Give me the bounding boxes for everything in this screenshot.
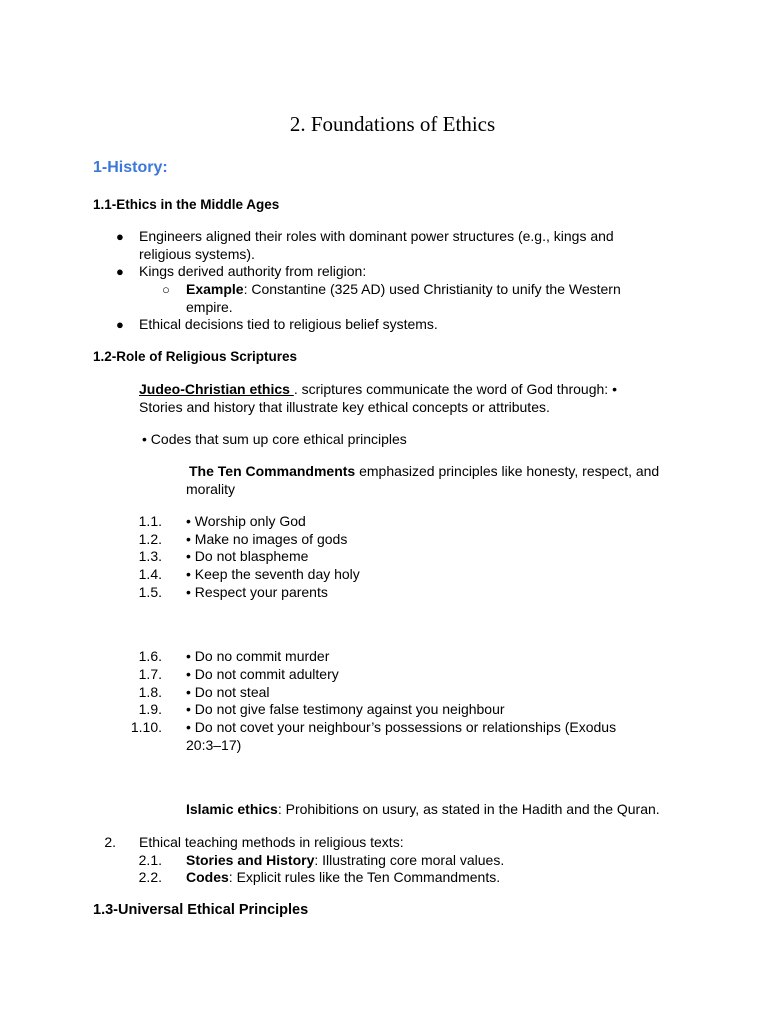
list-item: • Worship only God <box>186 513 306 529</box>
judeo-christian-label: Judeo-Christian ethics <box>139 381 294 397</box>
list-number: 1.2. <box>138 531 162 547</box>
bullet-dot: ● <box>116 264 124 279</box>
sub-bullet-circle: ○ <box>162 282 170 297</box>
islamic-ethics-text: : Prohibitions on usury, as stated in the Hadith and the Quran. <box>277 801 660 817</box>
item-text: : Illustrating core moral values. <box>314 852 505 868</box>
subheading-universal-principles: 1.3-Universal Ethical Principles <box>93 902 309 918</box>
list-item <box>186 852 504 870</box>
list-item: • Do not give false testimony against you neighbour <box>186 701 505 717</box>
list-number: 1.6. <box>138 648 162 664</box>
list-number: 1.7. <box>138 666 162 682</box>
example-text-cont: empire. <box>186 299 233 315</box>
page-title: 2. Foundations of Ethics <box>289 112 496 136</box>
bullet-text: religious systems). <box>139 246 255 262</box>
ten-commandments-text-cont: morality <box>186 481 236 497</box>
list-item: • Do not commit adultery <box>186 666 339 682</box>
list-number: 1.3. <box>138 548 162 564</box>
judeo-christian-text: . scriptures communicate the word of God through: • <box>293 381 617 397</box>
subheading-middle-ages: 1.1-Ethics in the Middle Ages <box>93 197 280 212</box>
item-label: Stories and History <box>186 852 315 868</box>
list-item <box>186 869 500 887</box>
bullet-text: Ethical decisions tied to religious belief systems. <box>139 316 438 332</box>
list-item: Ethical teaching methods in religious texts: <box>139 834 404 850</box>
bullet-dot: ● <box>116 229 124 244</box>
example-line <box>186 281 621 299</box>
list-number: 1.1. <box>138 513 162 529</box>
islamic-ethics-label: Islamic ethics <box>186 801 278 817</box>
ten-commandments-label: The Ten Commandments <box>189 463 356 479</box>
list-item: • Do no commit murder <box>186 648 330 664</box>
list-item: • Do not covet your neighbour’s possessions or relationships (Exodus <box>186 719 617 735</box>
bullet-text: Kings derived authority from religion: <box>139 263 367 279</box>
list-item: • Do not steal <box>186 684 270 700</box>
codes-line: • Codes that sum up core ethical principles <box>142 431 407 447</box>
list-item: • Respect your parents <box>186 584 328 600</box>
item-label: Codes <box>186 869 229 885</box>
list-item-cont: 20:3–17) <box>186 737 242 753</box>
subheading-religious-scriptures: 1.2-Role of Religious Scriptures <box>93 349 298 364</box>
list-number: 1.10. <box>130 719 162 735</box>
bullet-text: Engineers aligned their roles with dominant power structures (e.g., kings and <box>139 228 614 244</box>
judeo-christian-text-cont: Stories and history that illustrate key ethical concepts or attributes. <box>139 399 550 415</box>
judeo-christian-line <box>139 381 617 399</box>
islamic-ethics-line <box>186 801 660 819</box>
list-number: 2.1. <box>138 852 162 868</box>
example-label: Example <box>186 281 244 297</box>
section-heading-history: 1-History: <box>93 159 168 176</box>
list-number: 1.8. <box>138 684 162 700</box>
item-text: : Explicit rules like the Ten Commandments. <box>228 869 501 885</box>
list-number: 1.9. <box>138 701 162 717</box>
list-number: 1.4. <box>138 566 162 582</box>
list-number: 1.5. <box>138 584 162 600</box>
example-text: : Constantine (325 AD) used Christianity to unify the Western <box>243 281 621 297</box>
list-number: 2.2. <box>138 869 162 885</box>
list-item: • Do not blaspheme <box>186 548 309 564</box>
bullet-dot: ● <box>116 317 124 332</box>
list-number: 2. <box>104 834 116 850</box>
list-item: • Make no images of gods <box>186 531 348 547</box>
ten-commandments-text: emphasized principles like honesty, respect, and <box>355 463 660 479</box>
ten-commandments-line <box>189 463 659 481</box>
list-item: • Keep the seventh day holy <box>186 566 360 582</box>
